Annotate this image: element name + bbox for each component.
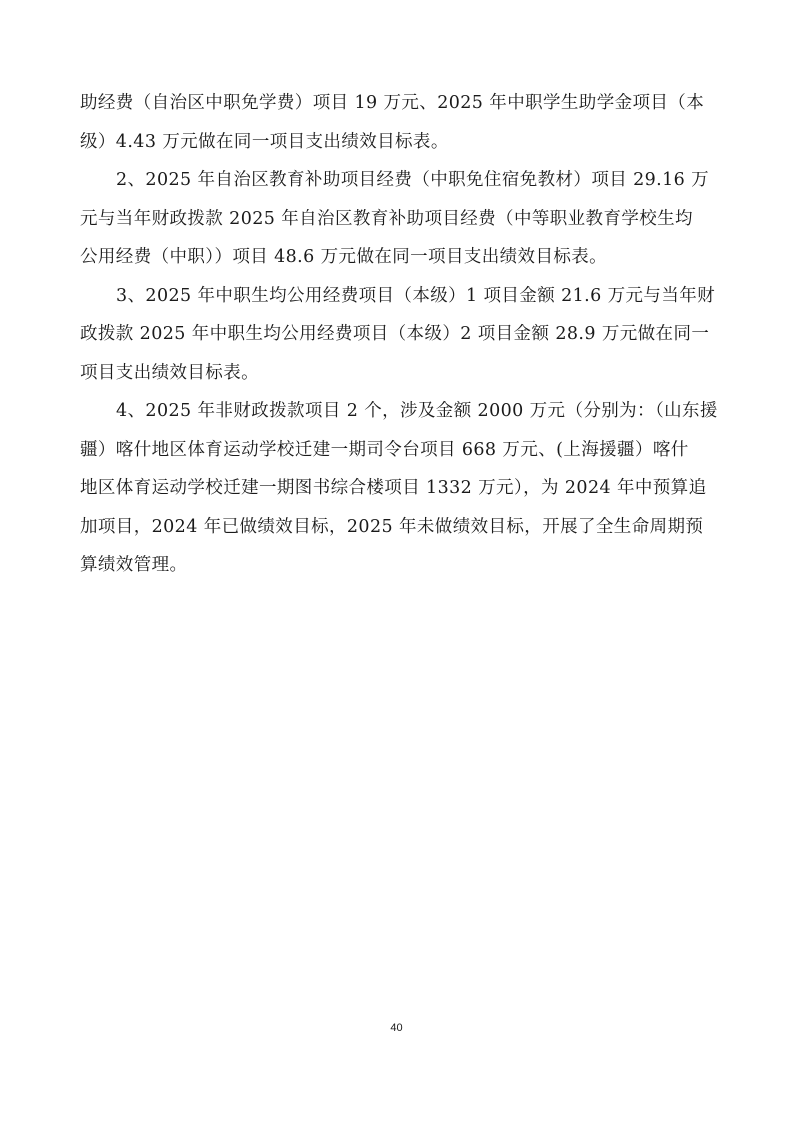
text-line: 算绩效管理。: [80, 555, 188, 575]
text-line: 3、2025 年中职生均公用经费项目（本级）1 项目金额 21.6 万元与当年财: [116, 285, 716, 306]
paragraph-item-3: [80, 277, 720, 393]
page-number: 40: [390, 1022, 403, 1034]
text-line: 疆）喀什地区体育运动学校迁建一期司令台项目 668 万元、(上海援疆）喀什: [80, 439, 689, 460]
text-line: 项目支出绩效目标表。: [80, 362, 259, 383]
text-line: 元与当年财政拨款 2025 年自治区教育补助项目经费（中等职业教育学校生均: [80, 208, 693, 229]
text-line: 地区体育运动学校迁建一期图书综合楼项目 1332 万元），为 2024 年中预算追: [80, 478, 707, 498]
text-line: 加项目，2024 年已做绩效目标，2025 年未做绩效目标，开展了全生命周期预: [80, 516, 704, 537]
paragraph-continuation: [80, 84, 720, 161]
document-body: [80, 84, 720, 585]
text-line: 公用经费（中职））项目 48.6 万元做在同一项目支出绩效目标表。: [80, 247, 608, 267]
text-line: 2、2025 年自治区教育补助项目经费（中职免住宿免教材）项目 29.16 万: [116, 170, 710, 190]
text-line: 4、2025 年非财政拨款项目 2 个，涉及金额 2000 万元（分别为：（山东援: [116, 401, 718, 421]
text-line: 政拨款 2025 年中职生均公用经费项目（本级）2 项目金额 28.9 万元做在同一: [80, 324, 710, 344]
paragraph-item-4: [80, 392, 720, 585]
text-line: 助经费（自治区中职免学费）项目 19 万元、2025 年中职学生助学金项目（本: [80, 93, 705, 113]
text-line: 级）4.43 万元做在同一项目支出绩效目标表。: [80, 131, 449, 152]
paragraph-item-2: [80, 161, 720, 277]
